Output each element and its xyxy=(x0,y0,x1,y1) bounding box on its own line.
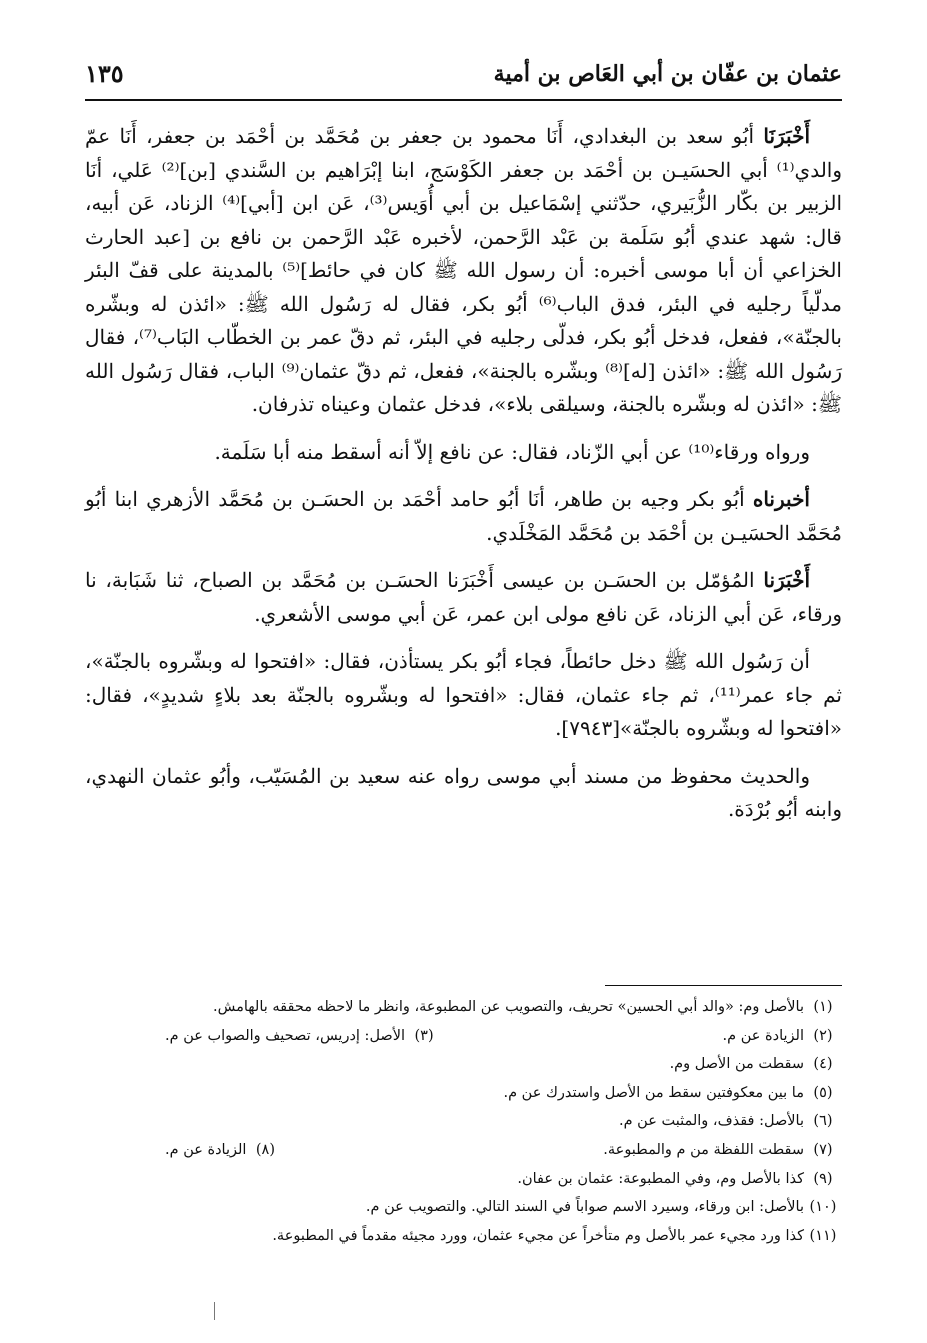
footnote-row xyxy=(85,1193,842,1222)
paragraph-4-lead: أَخْبَرَنا xyxy=(763,568,810,592)
footnote-row xyxy=(85,1136,842,1165)
footnote-3 xyxy=(165,1022,443,1051)
footnote-row xyxy=(85,1165,842,1194)
footnote-8 xyxy=(165,1136,284,1165)
footnote-number: (١١) xyxy=(809,1227,837,1244)
scan-mark xyxy=(214,1302,215,1320)
footnote-text: كذا ورد مجيء عمر بالأصل وم متأخراً عن مجيء عثمان، وورد مجيئه مقدماً في المطبوعة. xyxy=(272,1227,804,1244)
footnote-row xyxy=(85,1079,842,1108)
footnote-text: الزيادة عن م. xyxy=(722,1027,804,1044)
footnote-text: ما بين معكوفتين سقط من الأصل واستدرك عن م. xyxy=(503,1084,804,1101)
footnote-text: كذا بالأصل وم، وفي المطبوعة: عثمان بن عفان. xyxy=(517,1170,804,1187)
footnote-text: بالأصل وم: «والد أبي الحسين» تحريف، والتصويب عن المطبوعة، وانظر ما لاحظه محققه بالهامش. xyxy=(212,999,804,1015)
footnote-text: الأصل: إدريس، تصحيف والصواب عن م. xyxy=(165,1027,406,1044)
footnote-text: الزيادة عن م. xyxy=(165,1141,247,1158)
footnote-1 xyxy=(213,993,842,1022)
footnote-number: (١) xyxy=(813,999,833,1015)
running-header xyxy=(85,55,842,95)
footnote-number: (٤) xyxy=(813,1056,833,1073)
footnote-2 xyxy=(723,1022,842,1051)
paragraph-3 xyxy=(85,483,842,550)
footnote-text: بالأصل: فقذف، والمثبت عن م. xyxy=(618,1113,804,1130)
footnote-6 xyxy=(619,1107,842,1136)
footnote-row xyxy=(85,1022,842,1051)
paragraph-2: ورواه ورقاء⁽¹⁰⁾ عن أبي الزّناد، فقال: عن نافع إلاّ أنه أسقط منه أبا سَلَمة. xyxy=(214,439,810,464)
footnote-row xyxy=(85,1222,842,1251)
footnote-text: بالأصل: ابن ورقاء، وسيرد الاسم صواباً في السند التالي. والتصويب عن م. xyxy=(365,1199,804,1216)
footnote-row xyxy=(85,993,842,1022)
footnote-9 xyxy=(517,1165,842,1194)
running-title: عثمان بن عفّان بن أبي العَاص بن أمية xyxy=(493,61,842,87)
footnote-text: سقطت من الأصل وم. xyxy=(669,1056,804,1073)
paragraph-3-lead: أخبرناه xyxy=(752,487,810,511)
paragraph-4-text: المُؤمّل بن الحسَـن بن عيسى أَخْبَرَنا الحسَـن بن مُحَمَّد بن الصباح، ثنا شَبَابة، نا ورقاء، عَن أبي الزناد، عَن نافع مولى ابن عمر، عَن أبي موسى الأشعري. xyxy=(85,568,842,626)
footnote-row xyxy=(85,1107,842,1136)
footnote-number: (٨) xyxy=(255,1141,276,1158)
footnote-10 xyxy=(366,1193,842,1222)
footnote-number: (٧) xyxy=(813,1141,833,1158)
paragraph-3-text: أبُو بكر وجيه بن طاهر، أنَا أبُو حامد أحْمَد بن الحسَـن بن مُحَمَّد الأزهري ابنا أبُو مُحَمَّد الحسَيـن بن أحْمَد بن مُحَمَّد المَخْلَدي. xyxy=(85,487,842,545)
header-rule xyxy=(85,99,842,101)
footnote-number: (٩) xyxy=(813,1170,833,1187)
footnote-number: (١٠) xyxy=(809,1199,837,1216)
footnote-number: (٦) xyxy=(813,1113,833,1130)
footnote-number: (٢) xyxy=(813,1027,833,1044)
page-number: ١٣٥ xyxy=(85,59,124,88)
paragraph-4 xyxy=(85,564,842,631)
footnote-separator xyxy=(605,985,842,986)
footnote-4 xyxy=(670,1050,842,1079)
footnote-row xyxy=(85,1050,842,1079)
footnote-text: سقطت اللفظة من م والمطبوعة. xyxy=(603,1141,804,1158)
paragraph-1-lead: أَخْبَرَنَا xyxy=(763,124,810,148)
paragraph-1 xyxy=(85,120,842,422)
paragraph-5: أن رَسُول الله ﷺ دخل حائطاً، فجاء أبُو بكر يستأذن، فقال: «افتحوا له وبشّروه بالجنّة»، ثم جاء عمر⁽¹¹⁾، ثم جاء عثمان، فقال: «افتحوا له وبشّروه بالجنّة بعد بلاءٍ شديدٍ»، فقال: «افتحوا له وبشّروه بالجنّة»[٧٩٤٣]. xyxy=(85,649,842,740)
paragraph-1-text: أبُو سعد بن البغدادي، أَنَا محمود بن جعفر بن مُحَمَّد بن أحْمَد بن جعفر، أَنَا عمّ والدي⁽¹⁾ أبي الحسَيـن بن أحْمَد بن جعفر الكَوْسَج، ابنا إبْرَاهيم بن السَّندي [بن]⁽²⁾ عَلي، أنَا الزبير بن بكّار الزُّبَيري، حدّثني إسْمَاعيل بن أبي أُوَيس⁽³⁾، عَن ابن [أبي]⁽⁴⁾ الزناد، عَن أبيه، قال: شهد عندي أبُو سَلَمة بن عَبْد الرَّحمن، لأخبره عَبْد الرَّحمن بن نافع بن [عبد الحارث الخزاعي أن أبا موسى أخبره: أن رسول الله ﷺ كان في حائط]⁽⁵⁾ بالمدينة على قفّ البئر مدلّياً رجليه في البئر، فدق الباب⁽⁶⁾ أبُو بكر، فقال له رَسُول الله ﷺ: «ائذن له وبشّره بالجنّة»، ففعل، فدخل أبُو بكر، فدلّى رجليه في البئر، ثم دقّ عمر بن الخطّاب البَاب⁽⁷⁾، فقال رَسُول الله ﷺ: «ائذن [له]⁽⁸⁾ وبشّره بالجنة»، ففعل، ثم دقّ عثمان⁽⁹⁾ الباب، فقال رَسُول الله ﷺ: «ائذن له وبشّره بالجنة، وسيلقى بلاء»، فدخل عثمان وعيناه تذرفان. xyxy=(85,124,843,416)
footnote-11 xyxy=(272,1222,842,1251)
main-text xyxy=(85,120,842,827)
footnote-number: (٥) xyxy=(813,1084,833,1101)
footnotes xyxy=(85,993,842,1250)
paragraph-6: والحديث محفوظ من مسند أبي موسى رواه عنه سعيد بن المُسَيّب، وأبُو عثمان النهدي، وابنه أبُو بُرْدَة. xyxy=(85,763,842,821)
footnote-7 xyxy=(603,1136,842,1165)
footnote-number: (٣) xyxy=(414,1027,434,1044)
footnote-5 xyxy=(503,1079,842,1108)
